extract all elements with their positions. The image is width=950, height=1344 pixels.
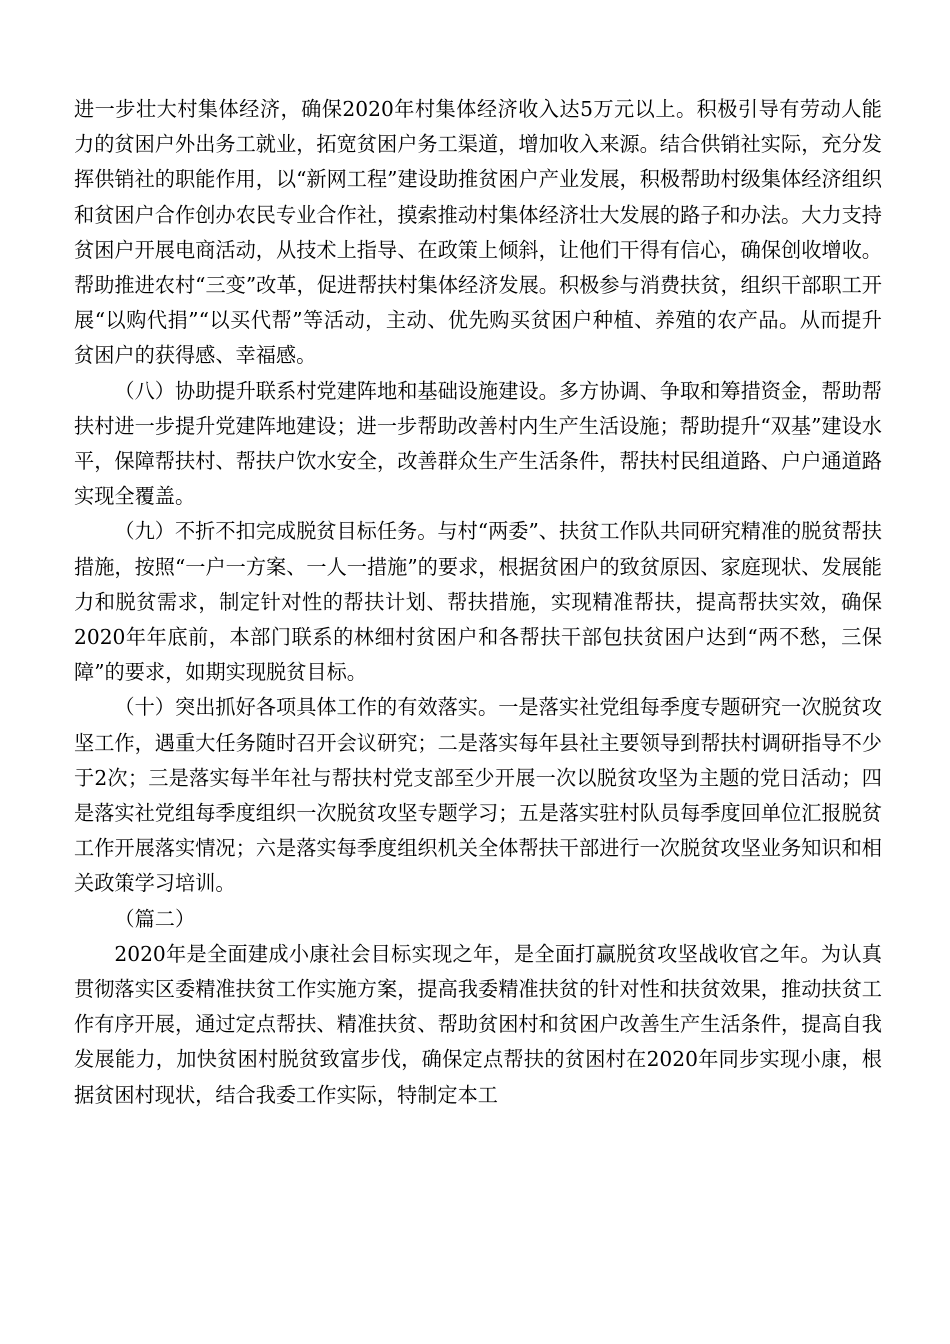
section-heading: （篇二） — [114, 906, 196, 931]
paragraph-3: （九）不折不扣完成脱贫目标任务。与村“两委”、扶贫工作队共同研究精准的脱贫帮扶措施，按照“一户一方案、一人一措施”的要求，根据贫困户的致贫原因、家庭现状、发展能力和脱贫需求，制定针对性的帮扶计划、帮扶措施，实现精准帮扶，提高帮扶实效，确保2020年年底前，本部门联系的林细村贫困户和各帮扶干部包扶贫困户达到“两不愁，三保障”的要求，如期实现脱贫目标。 — [74, 519, 882, 685]
paragraph-2: （八）协助提升联系村党建阵地和基础设施建设。多方协调、争取和筹措资金，帮助帮扶村进一步提升党建阵地建设；进一步帮助改善村内生产生活设施；帮助提升“双基”建设水平，保障帮扶村、帮扶户饮水安全，改善群众生产生活条件，帮扶村民组道路、户户通道路实现全覆盖。 — [74, 378, 882, 509]
paragraph-1: 进一步壮大村集体经济，确保2020年村集体经济收入达5万元以上。积极引导有劳动人能力的贫困户外出务工就业，拓宽贫困户务工渠道，增加收入来源。结合供销社实际，充分发挥供销社的职能作用，以“新网工程”建设助推贫困户产业发展，积极帮助村级集体经济组织和贫困户合作创办农民专业合作社，摸索推动村集体经济壮大发展的路子和办法。大力支持贫困户开展电商活动，从技术上指导、在政策上倾斜，让他们干得有信心，确保创收增收。帮助推进农村“三变”改革，促进帮扶村集体经济发展。积极参与消费扶贫，组织干部职工开展“以购代捐”“以买代帮”等活动，主动、优先购买贫困户种植、养殖的农产品。从而提升贫困户的获得感、幸福感。 — [74, 97, 882, 368]
paragraph-4: （十）突出抓好各项具体工作的有效落实。一是落实社党组每季度专题研究一次脱贫攻坚工作，遇重大任务随时召开会议研究；二是落实每年县社主要领导到帮扶村调研指导不少于2次；三是落实每半年社与帮扶村党支部至少开展一次以脱贫攻坚为主题的党日活动；四是落实社党组每季度组织一次脱贫攻坚专题学习；五是落实驻村队员每季度回单位汇报脱贫工作开展落实情况；六是落实每季度组织机关全体帮扶干部进行一次脱贫攻坚业务知识和相关政策学习培训。 — [74, 695, 882, 896]
document-page — [74, 92, 882, 1113]
paragraph-5: 2020年是全面建成小康社会目标实现之年，是全面打赢脱贫攻坚战收官之年。为认真贯彻落实区委精准扶贫工作实施方案，提高我委精准扶贫的针对性和扶贫效果，推动扶贫工作有序开展，通过定点帮扶、精准扶贫、帮助贫困村和贫困户改善生产生活条件，提高自我发展能力，加快贫困村脱贫致富步伐，确保定点帮扶的贫困村在2020年同步实现小康，根据贫困村现状，结合我委工作实际，特制定本工 — [74, 941, 882, 1107]
